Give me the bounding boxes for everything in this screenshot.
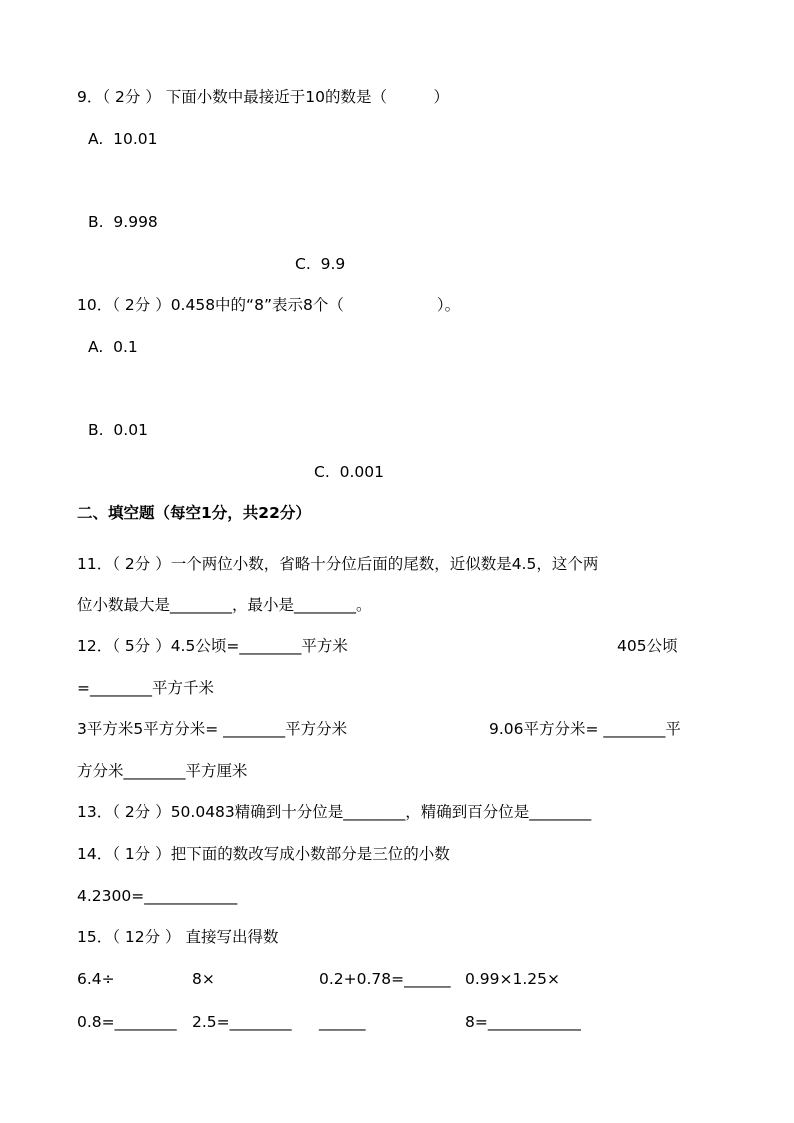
question-14-text: 14．（ 1分 ）把下面的数改写成小数部分是三位的小数: [77, 845, 450, 863]
section-heading-fill-in: 二、填空题（每空1分，共22分）: [77, 504, 311, 522]
question-12-line-3b: 9.06平方分米= ________平: [489, 720, 681, 738]
question-12-line-1: 12．（ 5分 ）4.5公顷=________平方米: [77, 637, 348, 655]
question-13-text: 13．（ 2分 ）50.0483精确到十分位是________，精确到百分位是________: [77, 803, 592, 821]
question-9-option-b: B. 9.998: [88, 213, 158, 231]
question-12-line-4: 方分米________平方厘米: [77, 762, 248, 780]
question-9-option-a: A. 10.01: [88, 130, 158, 148]
question-15-item-3-bottom: ______: [319, 1013, 366, 1031]
question-15-text: 15．（ 12分 ） 直接写出得数: [77, 928, 279, 946]
question-9-option-c: C. 9.9: [295, 255, 346, 273]
question-10-option-a: A. 0.1: [88, 338, 138, 356]
question-12-line-3a: 3平方米5平方分米= ________平方分米: [77, 720, 348, 738]
question-15-item-2-bottom: 2.5=________: [192, 1013, 292, 1031]
question-15-item-4-bottom: 8=____________: [465, 1013, 581, 1031]
question-12-hectare: 405公顷: [617, 637, 678, 655]
question-11-line-1: 11．（ 2分 ）一个两位小数，省略十分位后面的尾数，近似数是4.5，这个两: [77, 555, 599, 573]
question-10-option-c: C. 0.001: [314, 463, 384, 481]
question-12-line-2: =________平方千米: [77, 679, 214, 697]
question-15-item-2-top: 8×: [192, 970, 215, 988]
question-10-option-b: B. 0.01: [88, 421, 148, 439]
question-15-item-1-bottom: 0.8=________: [77, 1013, 177, 1031]
question-15-item-1-top: 6.4÷: [77, 970, 115, 988]
question-15-item-4-top: 0.99×1.25×: [465, 970, 560, 988]
question-11-line-2: 位小数最大是________，最小是________。: [77, 596, 372, 614]
question-14-answer: 4.2300=____________: [77, 887, 238, 905]
question-10-text: 10．（ 2分 ）0.458中的“8”表示8个（ ）。: [77, 296, 461, 314]
question-9-text: 9．（ 2分 ） 下面小数中最接近于10的数是（ ）: [77, 88, 449, 106]
question-15-item-3: 0.2+0.78=______: [319, 970, 451, 988]
